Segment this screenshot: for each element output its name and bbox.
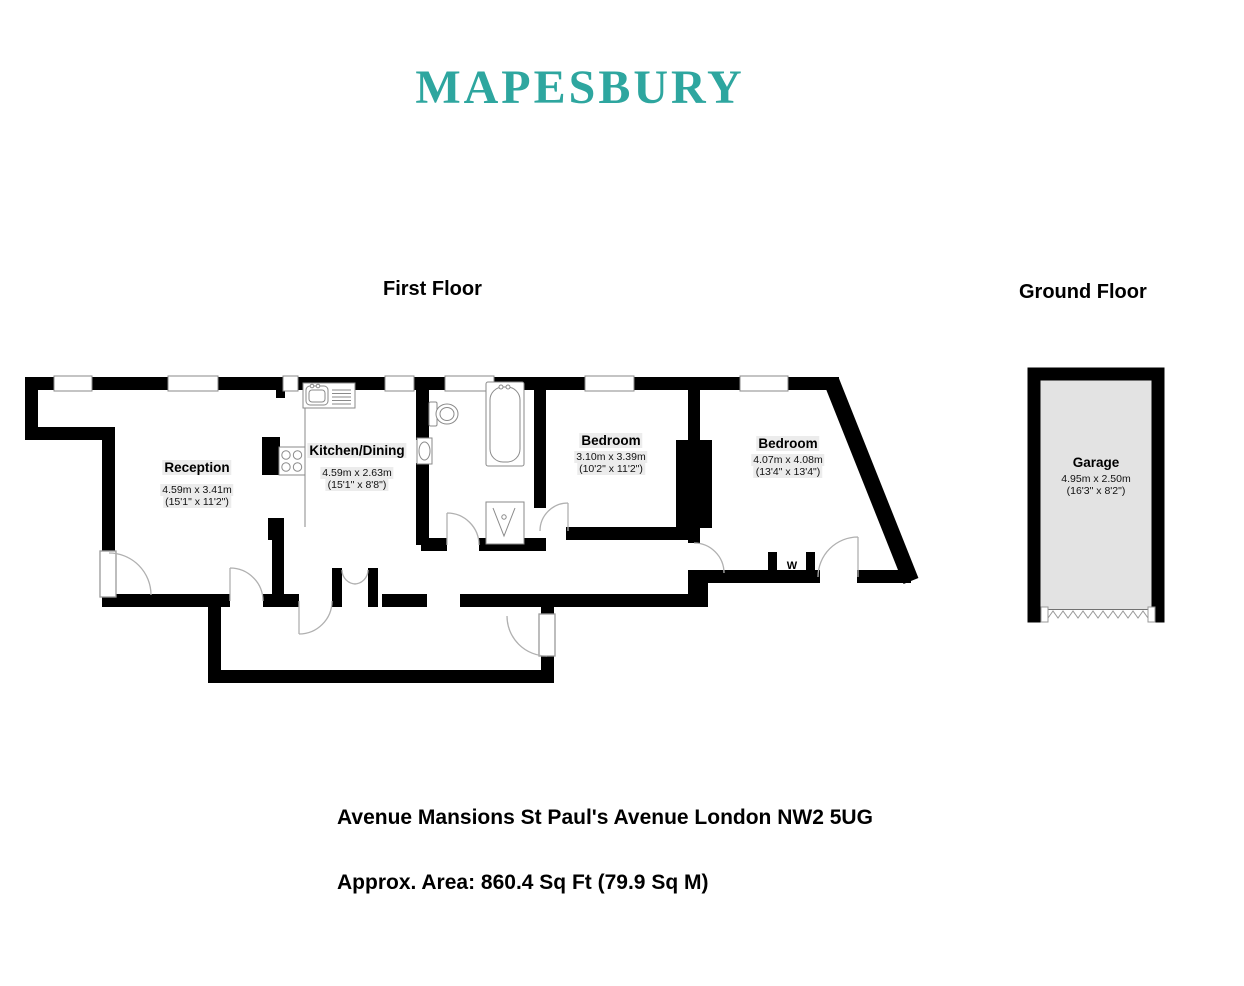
room-dims-metric: 4.95m x 2.50m: [1061, 473, 1131, 485]
window: [740, 376, 788, 391]
first-floor-title: First Floor: [383, 278, 482, 300]
room-dims-metric: 4.59m x 2.63m: [322, 467, 392, 479]
burner: [293, 451, 301, 459]
brand-logo: MAPESBURY: [415, 61, 745, 114]
door-leaf: [100, 551, 116, 597]
entry-door-leaf: [539, 614, 555, 656]
room-dims-metric: 4.59m x 3.41m: [162, 484, 232, 496]
stove: [279, 447, 305, 475]
address-line: Avenue Mansions St Paul's Avenue London NW2 5UG: [337, 806, 873, 829]
burner: [282, 463, 290, 471]
wardrobe-label: W: [786, 560, 798, 572]
door-arc: [299, 601, 332, 634]
window: [54, 376, 92, 391]
double-door-arc: [342, 570, 368, 584]
burner: [293, 463, 301, 471]
wardrobe-wall-left: [768, 552, 777, 572]
room-dims-imperial: (16'3" x 8'2"): [1066, 485, 1126, 497]
room-dims-metric: 4.07m x 4.08m: [753, 454, 823, 466]
first-floor-walls: [25, 377, 911, 683]
room-dims-imperial: (15'1" x 8'8"): [327, 479, 387, 491]
area-line: Approx. Area: 860.4 Sq Ft (79.9 Sq M): [337, 871, 709, 894]
window: [283, 376, 298, 391]
door-arc: [230, 568, 263, 601]
burner: [282, 451, 290, 459]
window: [168, 376, 218, 391]
shower: [486, 502, 524, 544]
window: [585, 376, 634, 391]
chimney-breast: [676, 440, 712, 528]
room-label-kitchen-dining: Kitchen/Dining 4.59m x 2.63m (15'1" x 8'8"): [309, 443, 405, 491]
window: [385, 376, 414, 391]
ground-floor-title: Ground Floor: [1019, 281, 1147, 303]
room-label-reception: Reception 4.59m x 3.41m (15'1" x 11'2"): [162, 460, 232, 508]
room-dims-metric: 3.10m x 3.39m: [576, 451, 646, 463]
room-dims-imperial: (13'4" x 13'4"): [755, 466, 821, 478]
room-dims-imperial: (15'1" x 11'2"): [165, 496, 229, 508]
garage-plan: [1034, 374, 1158, 623]
bathroom-fixtures: [417, 382, 524, 544]
door-arc: [447, 513, 479, 545]
room-dims-imperial: (10'2" x 11'2"): [579, 463, 643, 475]
room-label-garage: Garage 4.95m x 2.50m (16'3" x 8'2"): [1061, 455, 1131, 497]
room-label-bedroom-2: Bedroom 4.07m x 4.08m (13'4" x 13'4"): [753, 436, 823, 478]
door-arc: [818, 537, 858, 577]
wardrobe-wall-right: [806, 552, 815, 572]
door-arc: [694, 543, 724, 573]
room-label-bedroom-1: Bedroom 3.10m x 3.39m (10'2" x 11'2"): [576, 433, 646, 475]
